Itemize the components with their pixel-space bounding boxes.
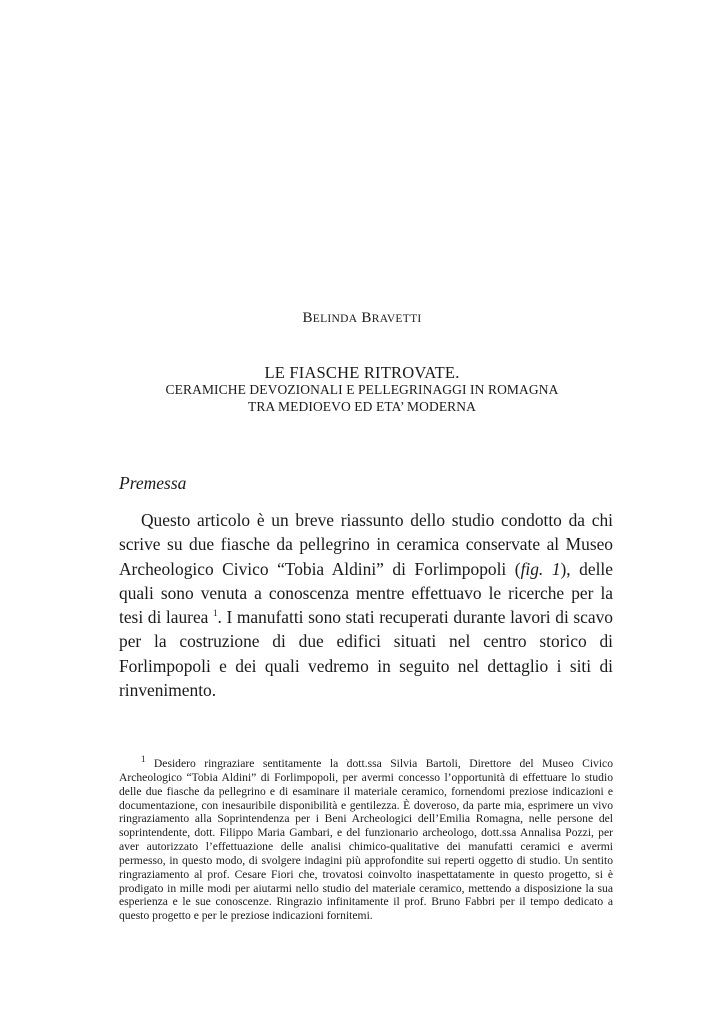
author-first-initial: B	[302, 310, 313, 326]
title-main: LE FIASCHE RITROVATE.	[264, 363, 460, 382]
article-title	[0, 364, 724, 415]
author-name	[0, 310, 724, 327]
footnote	[119, 754, 613, 923]
body-text-part-1: Questo articolo è un breve riassunto dello studio condotto da chi scrive su due fiasche da pellegrino in ceramica conservate al Museo Archeologico Civico “Tobia Aldini” di Forlimpopoli (	[119, 510, 613, 579]
footnote-number: 1	[141, 754, 146, 765]
body-text-part-2: ), delle quali sono venuta a conoscenza mentre effettuavo le ricerche per la tesi di laurea	[119, 558, 613, 628]
footnote-text: Desidero ringraziare sentitamente la dott.ssa Silvia Bartoli, Direttore del Museo Civico Archeologico “Tobia Aldini” di Forlimpopoli, per avermi concesso l’opportunità di effettuare lo studio delle due fiasche da pellegrino e di esaminare il materiale ceramico, fornendomi preziose indicazioni e documentazione, con inesauribile disponibilità e gentilezza. È doveroso, da parte mia, esprimere un vivo ringraziamento alla Soprintendenza per i Beni Archeologici dell’Emilia Romagna, nelle persone del soprintendente, dott. Filippo Maria Gambari, e del funzionario archeologo, dott.ssa Annalisa Pozzi, per aver autorizzato l’effettuazione delle analisi chimico-qualitative dei manufatti ceramici e avermi permesso, in questo modo, di svolgere indagini più approfondite sui reperti oggetto di studio. Un sentito ringraziamento al prof. Cesare Fiori che, trovatosi coinvolto inaspettatamente in questo progetto, si è prodigato in mille modi per aiutarmi nello studio del materiale ceramico, mettendo a disposizione la sua esperienza e le sue conoscenze. Ringrazio infinitamente il prof. Bruno Fabbri per il tempo dedicato a questo progetto e per le preziose indicazioni fornitemi.	[119, 757, 613, 923]
footnote-reference: 1	[213, 608, 218, 619]
author-last-initial: B	[361, 310, 372, 326]
body-paragraph	[119, 508, 613, 702]
author-last-rest: RAVETTI	[371, 313, 422, 325]
figure-reference: fig. 1	[520, 558, 561, 579]
title-subtitle-line-2: TRA MEDIOEVO ED ETA’ MODERNA	[248, 399, 476, 414]
section-heading: Premessa	[119, 473, 187, 493]
author-first-rest: ELINDA	[312, 313, 358, 325]
title-subtitle-line-1: CERAMICHE DEVOZIONALI E PELLEGRINAGGI IN ROMAGNA	[165, 382, 559, 397]
body-text-part-3: . I manufatti sono stati recuperati durante lavori di scavo per la costruzione di due edifici situati nel centro storico di Forlimpopoli e dei quali vedremo in seguito nel dettaglio i siti di rinvenimento.	[119, 607, 613, 701]
